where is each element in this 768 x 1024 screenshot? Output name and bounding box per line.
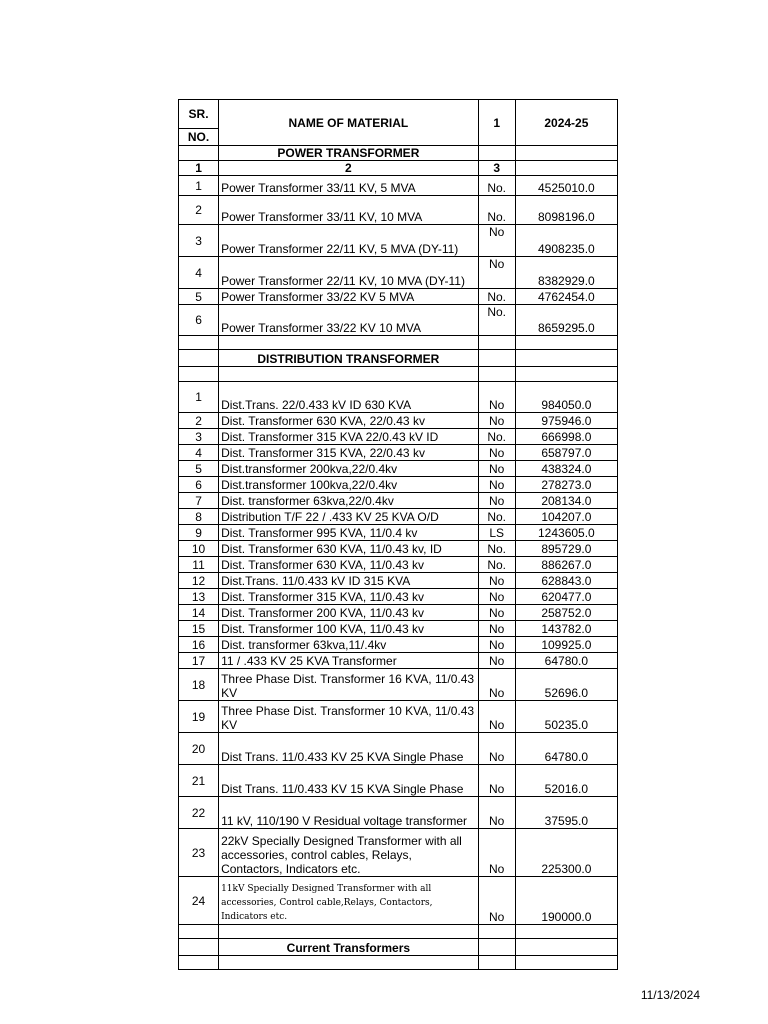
sr-no-cell: 17 <box>179 653 219 669</box>
material-name-cell: Dist.transformer 200kva,22/0.4kv <box>219 461 479 477</box>
material-name-cell: Three Phase Dist. Transformer 16 KVA, 11/0.43 KV <box>219 669 479 701</box>
unit-cell: No <box>478 829 515 877</box>
header-year: 2024-25 <box>515 100 617 146</box>
unit-cell: No. <box>478 429 515 445</box>
sr-no-cell: 9 <box>179 525 219 541</box>
material-name-cell: Power Transformer 33/11 KV, 5 MVA <box>219 176 479 196</box>
sr-no-cell: 12 <box>179 573 219 589</box>
rate-cell: 8382929.0 <box>515 257 617 289</box>
sr-no-cell: 7 <box>179 493 219 509</box>
material-rate-table <box>178 99 618 970</box>
table-row <box>179 176 618 196</box>
unit-cell: No <box>478 257 515 289</box>
unit-cell: No <box>478 493 515 509</box>
table-row <box>179 637 618 653</box>
unit-cell: No. <box>478 541 515 557</box>
rate-cell: 975946.0 <box>515 413 617 429</box>
material-name-cell: Dist. transformer 63kva,22/0.4kv <box>219 493 479 509</box>
sr-no-cell: 10 <box>179 541 219 557</box>
unit-cell: No <box>478 733 515 765</box>
sr-no-cell: 23 <box>179 829 219 877</box>
sr-no-cell: 6 <box>179 477 219 493</box>
sr-no-cell: 5 <box>179 461 219 477</box>
unit-cell: No <box>478 701 515 733</box>
material-name-cell: Dist. Transformer 200 KVA, 11/0.43 kv <box>219 605 479 621</box>
table-row <box>179 382 618 413</box>
table-row <box>179 573 618 589</box>
unit-cell: No. <box>478 196 515 225</box>
table-row <box>179 557 618 573</box>
rate-cell: 658797.0 <box>515 445 617 461</box>
table-row <box>179 621 618 637</box>
material-name-cell: Dist. Transformer 630 KVA, 11/0.43 kv <box>219 557 479 573</box>
rate-cell: 984050.0 <box>515 382 617 413</box>
table-row <box>179 733 618 765</box>
unit-cell: No <box>478 589 515 605</box>
table-row <box>179 429 618 445</box>
blank-row <box>179 956 618 970</box>
material-name-cell: Three Phase Dist. Transformer 10 KVA, 11/0.43 KV <box>219 701 479 733</box>
material-name-cell: Power Transformer 33/22 KV 5 MVA <box>219 289 479 305</box>
header-no: NO. <box>179 129 219 146</box>
rate-cell: 190000.0 <box>515 877 617 925</box>
rate-cell: 225300.0 <box>515 829 617 877</box>
table-row <box>179 289 618 305</box>
unit-cell: No <box>478 637 515 653</box>
material-name-cell: Distribution T/F 22 / .433 KV 25 KVA O/D <box>219 509 479 525</box>
sr-no-cell: 1 <box>179 382 219 413</box>
rate-cell: 278273.0 <box>515 477 617 493</box>
unit-cell: No. <box>478 305 515 336</box>
unit-cell: No <box>478 877 515 925</box>
table-row <box>179 196 618 225</box>
material-name-cell: Dist Trans. 11/0.433 KV 25 KVA Single Phase <box>219 733 479 765</box>
sr-no-cell: 1 <box>179 176 219 196</box>
material-name-cell: Dist.Trans. 22/0.433 kV ID 630 KVA <box>219 382 479 413</box>
rate-cell: 52696.0 <box>515 669 617 701</box>
table-row <box>179 541 618 557</box>
table-row <box>179 305 618 336</box>
rate-cell: 104207.0 <box>515 509 617 525</box>
blank-row <box>179 367 618 382</box>
table-row <box>179 461 618 477</box>
sr-no-cell: 4 <box>179 445 219 461</box>
unit-cell: No <box>478 621 515 637</box>
blank-row <box>179 925 618 939</box>
unit-cell: No <box>478 461 515 477</box>
table-row <box>179 605 618 621</box>
rate-cell: 666998.0 <box>515 429 617 445</box>
sr-no-cell: 21 <box>179 765 219 797</box>
unit-cell: No <box>478 797 515 829</box>
table-row <box>179 509 618 525</box>
rate-cell: 52016.0 <box>515 765 617 797</box>
unit-cell: No <box>478 477 515 493</box>
table-row <box>179 669 618 701</box>
material-name-cell: 22kV Specially Designed Transformer with all accessories, control cables, Relays, Contactors, Indicators etc. <box>219 829 479 877</box>
table-row <box>179 525 618 541</box>
material-name-cell: Dist Trans. 11/0.433 KV 15 KVA Single Phase <box>219 765 479 797</box>
unit-cell: LS <box>478 525 515 541</box>
table-row <box>179 445 618 461</box>
unit-cell: No <box>478 413 515 429</box>
sr-no-cell: 24 <box>179 877 219 925</box>
table-row <box>179 765 618 797</box>
sr-no-cell: 3 <box>179 225 219 257</box>
table-row <box>179 829 618 877</box>
material-name-cell: 11 / .433 KV 25 KVA Transformer <box>219 653 479 669</box>
unit-cell: No. <box>478 289 515 305</box>
section-title-power: POWER TRANSFORMER <box>219 146 479 161</box>
sr-no-cell: 5 <box>179 289 219 305</box>
material-name-cell: Dist. Transformer 630 KVA, 22/0.43 kv <box>219 413 479 429</box>
rate-cell: 64780.0 <box>515 653 617 669</box>
sr-no-cell: 6 <box>179 305 219 336</box>
unit-cell: No <box>478 225 515 257</box>
rate-cell: 143782.0 <box>515 621 617 637</box>
unit-cell: No <box>478 669 515 701</box>
rate-cell: 64780.0 <box>515 733 617 765</box>
rate-cell: 8659295.0 <box>515 305 617 336</box>
sr-no-cell: 20 <box>179 733 219 765</box>
rate-cell: 37595.0 <box>515 797 617 829</box>
rate-cell: 628843.0 <box>515 573 617 589</box>
sr-no-cell: 22 <box>179 797 219 829</box>
unit-cell: No. <box>478 557 515 573</box>
table-row <box>179 701 618 733</box>
material-name-cell: Power Transformer 33/11 KV, 10 MVA <box>219 196 479 225</box>
table-row <box>179 797 618 829</box>
table-row <box>179 257 618 289</box>
material-name-cell: Dist.Trans. 11/0.433 kV ID 315 KVA <box>219 573 479 589</box>
sr-no-cell: 8 <box>179 509 219 525</box>
rate-cell: 895729.0 <box>515 541 617 557</box>
sr-no-cell: 18 <box>179 669 219 701</box>
unit-cell: No <box>478 765 515 797</box>
rate-cell: 8098196.0 <box>515 196 617 225</box>
rate-cell: 886267.0 <box>515 557 617 573</box>
sr-no-cell: 2 <box>179 413 219 429</box>
rate-cell: 208134.0 <box>515 493 617 509</box>
section-row <box>179 146 618 161</box>
unit-cell: No <box>478 445 515 461</box>
column-number-1: 1 <box>179 161 219 176</box>
material-name-cell: Dist. Transformer 100 KVA, 11/0.43 kv <box>219 621 479 637</box>
section-title-current: Current Transformers <box>219 939 479 956</box>
sr-no-cell: 13 <box>179 589 219 605</box>
unit-cell: No <box>478 382 515 413</box>
rate-cell: 4762454.0 <box>515 289 617 305</box>
rate-cell: 109925.0 <box>515 637 617 653</box>
material-name-cell: Power Transformer 33/22 KV 10 MVA <box>219 305 479 336</box>
blank-row <box>179 336 618 350</box>
sr-no-cell: 16 <box>179 637 219 653</box>
unit-cell: No <box>478 573 515 589</box>
material-name-cell: Dist. Transformer 630 KVA, 11/0.43 kv, ID <box>219 541 479 557</box>
column-number-3: 3 <box>478 161 515 176</box>
rate-cell: 1243605.0 <box>515 525 617 541</box>
material-name-cell: Dist. Transformer 315 KVA, 22/0.43 kv <box>219 445 479 461</box>
sr-no-cell: 15 <box>179 621 219 637</box>
material-name-cell: Power Transformer 22/11 KV, 5 MVA (DY-11) <box>219 225 479 257</box>
sr-no-cell: 19 <box>179 701 219 733</box>
table-row <box>179 413 618 429</box>
unit-cell: No <box>478 605 515 621</box>
table-row <box>179 589 618 605</box>
table-row <box>179 493 618 509</box>
column-number-row <box>179 161 618 176</box>
rate-cell: 4525010.0 <box>515 176 617 196</box>
footer-date: 11/13/2024 <box>640 988 700 1002</box>
sr-no-cell: 3 <box>179 429 219 445</box>
material-name-cell: Power Transformer 22/11 KV, 10 MVA (DY-11) <box>219 257 479 289</box>
column-number-2: 2 <box>219 161 479 176</box>
material-name-cell: Dist. Transformer 315 KVA, 11/0.43 kv <box>219 589 479 605</box>
rate-cell: 620477.0 <box>515 589 617 605</box>
material-name-cell: Dist. transformer 63kva,11/.4kv <box>219 637 479 653</box>
sr-no-cell: 2 <box>179 196 219 225</box>
section-title-distribution: DISTRIBUTION TRANSFORMER <box>219 350 479 367</box>
material-name-cell: 11kV Specially Designed Transformer with all accessories, Control cable,Relays, Contactors, Indicators etc. <box>219 877 479 925</box>
rate-cell: 4908235.0 <box>515 225 617 257</box>
material-name-cell: Dist. Transformer 315 KVA 22/0.43 kV ID <box>219 429 479 445</box>
material-name-cell: 11 kV, 110/190 V Residual voltage transformer <box>219 797 479 829</box>
rate-cell: 438324.0 <box>515 461 617 477</box>
header-row <box>179 100 618 129</box>
rate-cell: 258752.0 <box>515 605 617 621</box>
sr-no-cell: 11 <box>179 557 219 573</box>
header-sr: SR. <box>179 100 219 129</box>
material-name-cell: Dist. Transformer 995 KVA, 11/0.4 kv <box>219 525 479 541</box>
material-name-cell: Dist.transformer 100kva,22/0.4kv <box>219 477 479 493</box>
section-row <box>179 350 618 367</box>
table-row <box>179 877 618 925</box>
unit-cell: No. <box>478 176 515 196</box>
section-row <box>179 939 618 956</box>
sr-no-cell: 14 <box>179 605 219 621</box>
table-row <box>179 477 618 493</box>
header-name-of-material: NAME OF MATERIAL <box>219 100 479 146</box>
rate-cell: 50235.0 <box>515 701 617 733</box>
unit-cell: No. <box>478 509 515 525</box>
unit-cell: No <box>478 653 515 669</box>
sr-no-cell: 4 <box>179 257 219 289</box>
table-row <box>179 653 618 669</box>
table-row <box>179 225 618 257</box>
header-col-1: 1 <box>478 100 515 146</box>
